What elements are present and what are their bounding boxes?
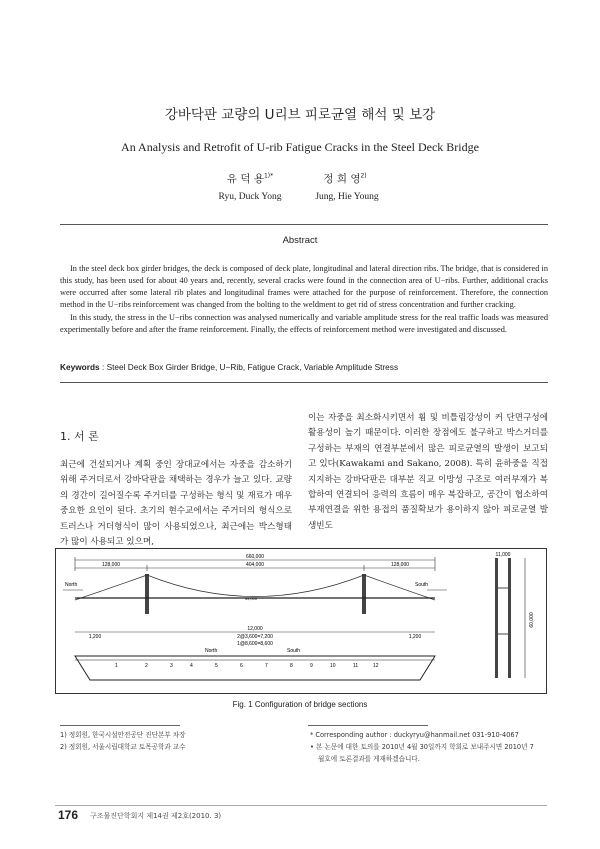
pier-label: 59,000 <box>244 596 258 601</box>
section-side-left: 1,200 <box>88 634 102 640</box>
box-girder-section <box>75 656 435 680</box>
abstract-heading: Abstract <box>282 235 318 246</box>
footnote-rule-left <box>60 725 180 726</box>
rib-11: 11 <box>353 663 359 669</box>
dim-side-left: 128,000 <box>101 562 121 568</box>
rib-10: 10 <box>330 663 336 669</box>
abstract-top-rule <box>60 224 548 225</box>
footnote-1: 1) 정회원, 한국시설안전공단 진단본부 차장 <box>60 731 186 739</box>
rib-2: 2 <box>145 663 148 669</box>
dim-center: 404,000 <box>245 562 265 568</box>
title-korean: 강바닥판 교량의 U리브 피로균열 해석 및 보강 <box>164 107 436 123</box>
label-north: North <box>65 582 78 588</box>
section-dim2: 1@8,600=8,600 <box>237 641 273 647</box>
rib-8: 8 <box>290 663 293 669</box>
tower-right <box>362 574 366 614</box>
label-south: South <box>415 582 429 588</box>
section-width: 12,000 <box>247 626 263 632</box>
footnote-discussion-2: 월호에 토론결과를 게재하겠습니다. <box>318 755 420 763</box>
keywords-label: Keywords <box>60 362 100 372</box>
author-2-sup: 2) <box>360 172 367 180</box>
body-column-1: 최근에 건설되거나 계획 중인 장대교에서는 자중을 감소하기 위해 주거더로서 강바닥판을 채택하는 경우가 늘고 있다. 교량의 경간이 길어질수록 주거더를 구성하는 형식 및 재료가 매우 중요한 요인이 된다. 초기의 현수교에서는 주거더의 형식으로 트러스나 거더형식이 많이 사용되었으나, 최근에는 박스형태가 많이 사용되고 있으며, <box>60 460 292 548</box>
keywords-text: : Steel Deck Box Girder Bridge, U−Rib, Fatigue Crack, Variable Amplitude Stress <box>101 362 399 372</box>
tower-height: 60,000 <box>529 612 535 628</box>
abstract-paragraph-2: In this study, the stress in the U−ribs connection was analysed numerically and variable amplitude stress for the real traffic loads was measured experimentally before and after the frame reinforcement. Finally, the effects of reinforcement method were investigated and discussed. <box>60 313 548 335</box>
journal-info: 구조물진단학회지 제14권 제2호(2010. 3) <box>90 812 222 820</box>
rib-7: 7 <box>265 663 268 669</box>
footnote-rule-right <box>308 725 428 726</box>
section-title: 1. 서 론 <box>60 430 99 443</box>
rib-4: 4 <box>190 663 193 669</box>
rib-9: 9 <box>310 663 313 669</box>
author-2-name: 정 희 영 <box>323 173 361 185</box>
dim-total: 660,000 <box>245 554 265 560</box>
abstract-bottom-rule <box>60 382 548 383</box>
footnote-discussion-1: • 본 논문에 대한 토의를 2010년 4월 30일까지 학회로 보내주시면 2010년 7 <box>310 743 534 751</box>
section-dim1: 2@3,600=7,200 <box>237 634 273 640</box>
title-english: An Analysis and Retrofit of U-rib Fatigue Cracks in the Steel Deck Bridge <box>121 140 479 154</box>
author-2-korean <box>290 171 400 186</box>
tower-left <box>145 574 149 614</box>
body-column-2: 이는 자중을 최소화시키면서 휨 및 비틀림강성이 커 단면구성에 활용성이 높기 때문이다. 이러한 장점에도 불구하고 박스거더를 구성하는 부재의 연결부분에서 많은 피로균열의 발생이 보고되고 있다(Kawakami and Sakano, 2008). 특히 윤하중을 직접 지지하는 강바닥판은 대부분 직교 이방성 구조로 여러부재가 복합하여 연결되어 응력의 흐름이 매우 복잡하고, 공간이 협소하여 부재연결을 위한 용접의 품질확보가 용이하지 않아 피로균열 발생빈도 <box>308 413 548 531</box>
tower-width: 11,000 <box>495 552 511 558</box>
section-side-right: 1,200 <box>408 634 422 640</box>
keywords <box>60 362 548 372</box>
rib-1: 1 <box>115 663 118 669</box>
rib-6: 6 <box>240 663 243 669</box>
rib-12: 12 <box>373 663 379 669</box>
rib-3: 3 <box>170 663 173 669</box>
abstract-paragraph-1: In the steel deck box girder bridges, the deck is composed of deck plate, longitudinal and lateral direction ribs. The bridge, that is considered in this study, has been used for about 40 years and, recently, several cracks were found in the connection area of U−ribs. Further, additional cracks were occurred after some lateral rib plates and longitudinal frames were attached for the purpose of reinforcement. Therefore, the connection method in the U−ribs reinforcement was changed from the bolting to the weldment to get rid of stress concentration and further cracking. <box>60 264 548 310</box>
dim-side-right: 128,000 <box>390 562 410 568</box>
footnotes-right <box>310 729 550 765</box>
author-1-korean <box>200 171 300 186</box>
footnotes-left <box>60 729 300 753</box>
footnote-corresponding: * Corresponding author : duckyryu@hanmail.net 031-910-4067 <box>310 731 519 739</box>
rib-5: 5 <box>215 663 218 669</box>
bridge-drawing <box>55 548 547 694</box>
author-1-name: 유 덕 용 <box>226 173 264 185</box>
footnote-2: 2) 정회원, 서울시립대학교 토목공학과 교수 <box>60 743 186 751</box>
section-north: North <box>205 648 218 654</box>
author-1-sup: 1)* <box>263 172 274 180</box>
author-1-english: Ryu, Duck Yong <box>218 192 282 202</box>
bridge-figure <box>55 548 547 694</box>
section-south: South <box>287 648 301 654</box>
author-2-english: Jung, Hie Young <box>315 192 379 202</box>
page-number: 176 <box>58 808 79 822</box>
figure-caption: Fig. 1 Configuration of bridge sections <box>232 700 368 709</box>
rib-labels <box>115 663 379 669</box>
bottom-rule <box>55 805 547 806</box>
